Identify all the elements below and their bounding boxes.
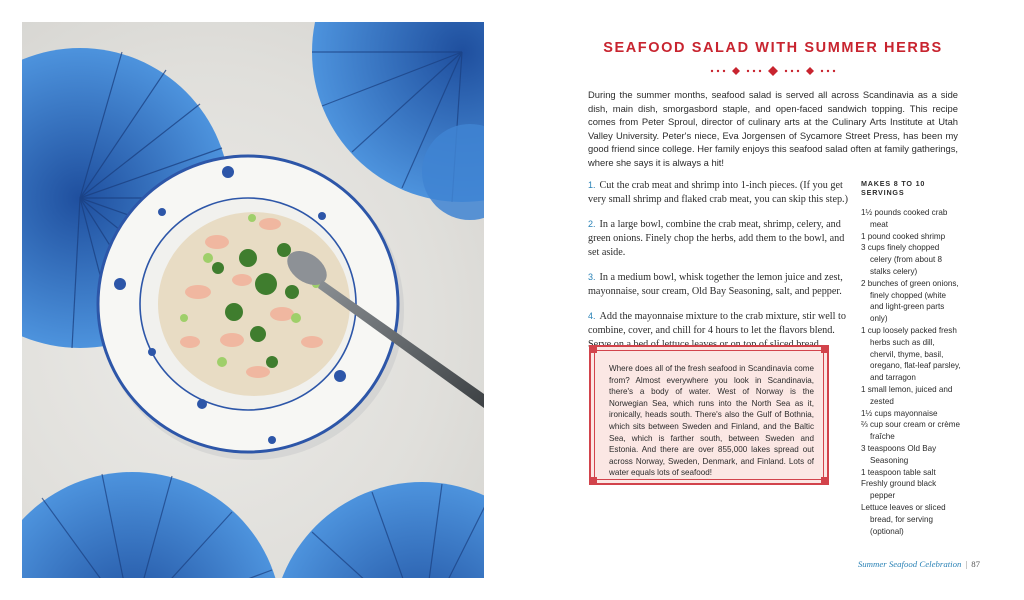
step-number: 4. xyxy=(588,311,596,321)
ingredient-item: 1 teaspoon table salt xyxy=(861,467,936,477)
recipe-intro: During the summer months, seafood salad is served all across Scandinavia as a side dish, main dish, smorgasbord staple, and open-faced sandwich topping. This recipe comes from Peter Sproul, director of culinary arts at the Culinary Arts Institute at Utah Valley University. Peter's niece, Eva Jorgensen of Sycamore Street Press, has been my good friend since college. Her family enjoys this seafood salad often at family gatherings, where she says it is always a hit! xyxy=(588,89,958,168)
instruction-step xyxy=(588,270,850,299)
section-name: Summer Seafood Celebration xyxy=(857,559,962,569)
ingredient-list xyxy=(861,207,961,537)
ingredient-item: 3 teaspoons Old Bay Seasoning xyxy=(861,443,937,465)
ingredient-item: 1 small lemon, juiced and zested xyxy=(861,384,953,406)
sidebar-note-text: Where does all of the fresh seafood in Scandinavia come from? Almost everywhere you look in Scandinavia, there's a body of water. West of Norway is the Norwegian Sea, which runs into the North Sea as it, ironically, heads south. There's also the Gulf of Bothnia, which sits between Sweden and Finland, and the Baltic Sea, which is farther south, between Sweden and Estonia. And there are over 855,000 lakes spread out across Norway, Sweden, Denmark, and Finland. Lots of water equals lots of seafood! xyxy=(609,364,814,478)
ingredient-item: Lettuce leaves or sliced bread, for serving (optional) xyxy=(861,502,946,536)
seafood-salad xyxy=(158,212,350,396)
step-text: In a large bowl, combine the crab meat, shrimp, celery, and green onions. Finely chop the herbs, add them to the bowl, and set aside. xyxy=(588,219,845,258)
step-number: 1. xyxy=(588,180,596,190)
recipe-title: SEAFOOD SALAD WITH SUMMER HERBS xyxy=(603,40,943,56)
sidebar-note-box xyxy=(589,345,829,485)
paper-fan-bottom-left xyxy=(22,472,282,578)
corner-ornament-icon xyxy=(821,477,829,485)
instruction-step xyxy=(588,217,850,260)
photo-illustration xyxy=(22,22,484,578)
ingredient-item: 3 cups finely chopped celery (from about 8 stalks celery) xyxy=(861,243,942,276)
recipe-photo xyxy=(22,22,484,578)
ingredient-item: 1 cup loosely packed fresh herbs such as dill, chervil, thyme, basil, oregano, flat-leaf parsley, and tarragon xyxy=(861,325,961,383)
paper-fan-bottom-right xyxy=(272,482,484,578)
ingredient-item: 2 bunches of green onions, finely chopped (white and light-green parts only) xyxy=(861,278,959,324)
corner-ornament-icon xyxy=(589,345,597,353)
servings-label: MAKES 8 TO 10 SERVINGS xyxy=(861,179,926,197)
ingredient-item: 1½ pounds cooked crab meat xyxy=(861,208,948,229)
step-number: 2. xyxy=(588,219,596,229)
page-footer xyxy=(840,559,980,569)
footer-separator: | xyxy=(965,559,968,569)
step-text: Cut the crab meat and shrimp into 1-inch pieces. (If you get very small shrimp and flaked crab meat, you can skip this step.) xyxy=(588,180,848,205)
step-number: 3. xyxy=(588,272,596,282)
instruction-step xyxy=(588,178,850,207)
ingredient-item: ⅔ cup sour cream or crème fraîche xyxy=(861,420,960,442)
ingredient-item: 1½ cups mayonnaise xyxy=(861,408,938,418)
decorative-divider-icon xyxy=(708,66,838,76)
page-number: 87 xyxy=(971,559,980,569)
step-text: Add the mayonnaise mixture to the crab mixture, stir well to combine, cover, and chill for 4 hours to let the flavors blend. xyxy=(588,311,846,336)
ingredient-item: 1 pound cooked shrimp xyxy=(861,231,946,241)
corner-ornament-icon xyxy=(589,477,597,485)
corner-ornament-icon xyxy=(821,345,829,353)
step-text: In a medium bowl, whisk together the lemon juice and zest, mayonnaise, sour cream, Old Bay Seasoning, salt, and pepper. xyxy=(588,272,843,297)
ingredient-item: Freshly ground black pepper xyxy=(861,479,937,501)
instruction-steps xyxy=(588,178,850,362)
